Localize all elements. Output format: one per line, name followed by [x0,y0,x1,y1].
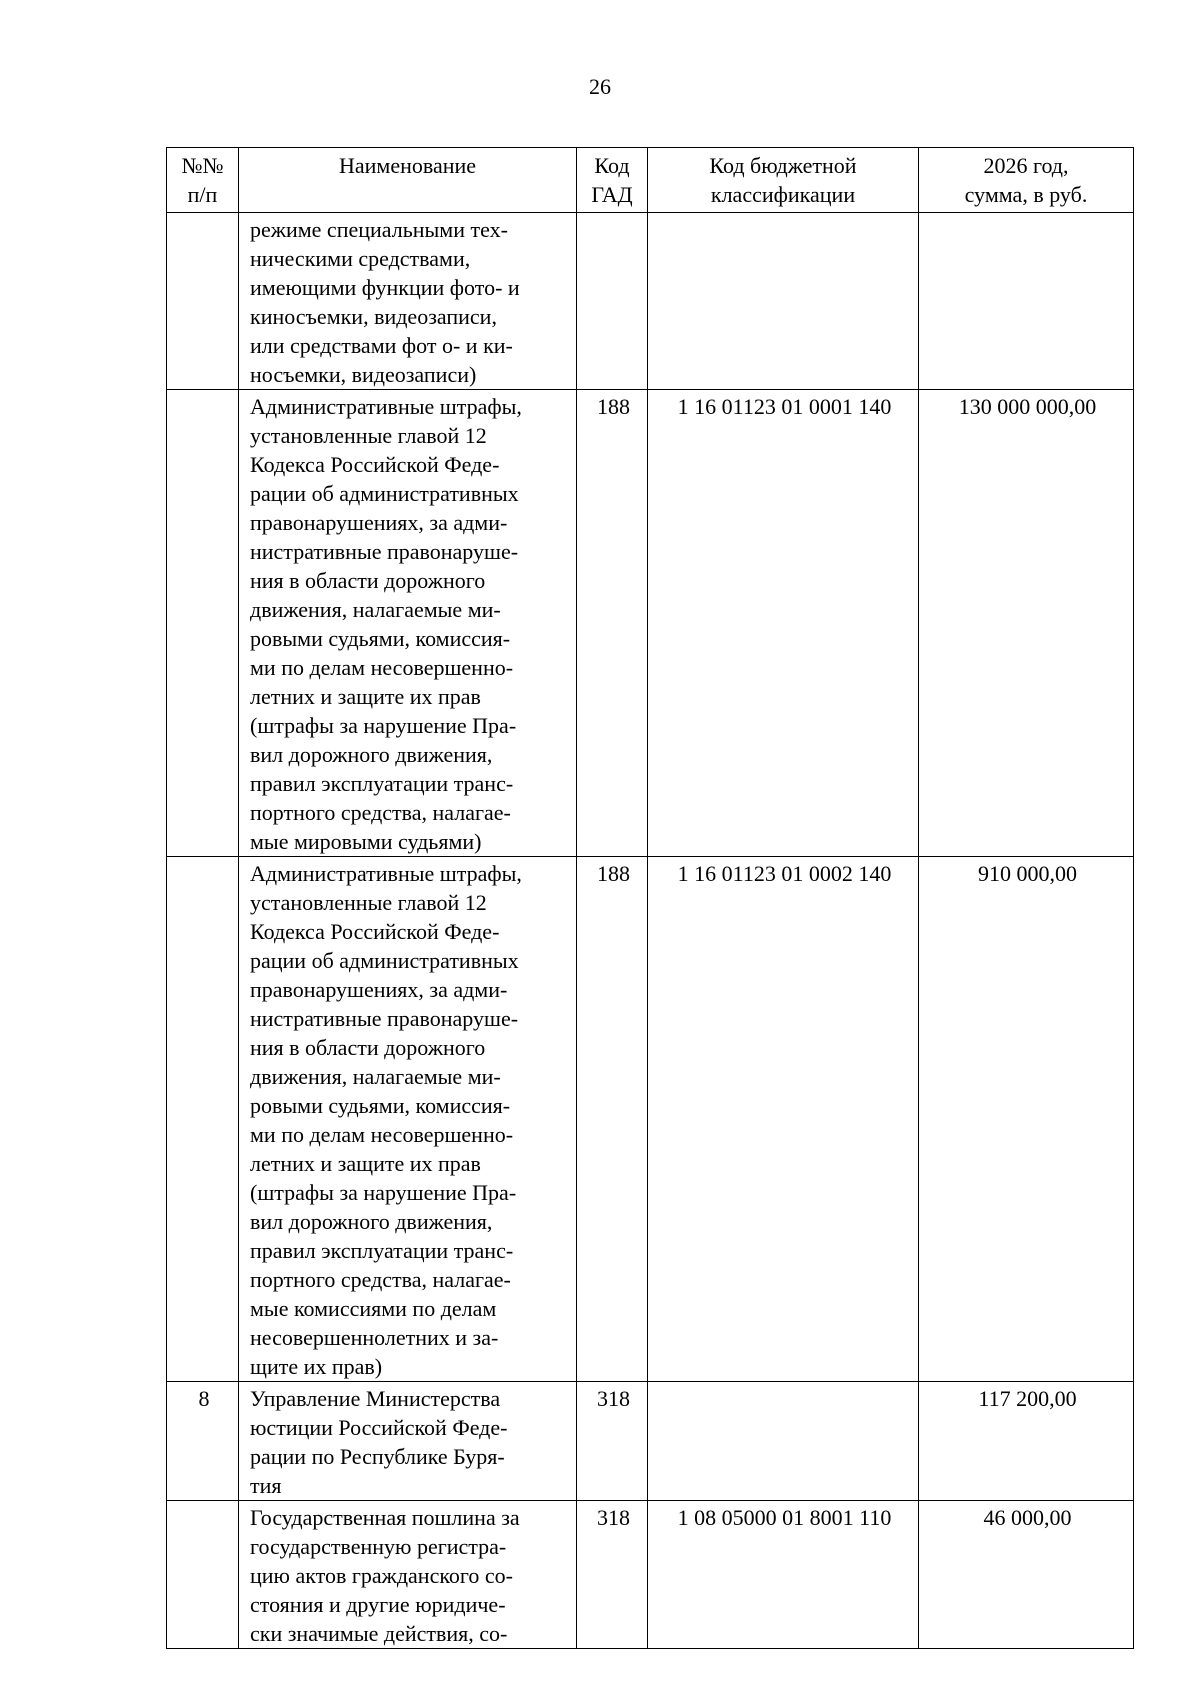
header-sum-line1: 2026 год, [983,153,1069,178]
header-kbk-line1: Код бюджетной [709,153,857,178]
header-number-line2: п/п [187,182,218,207]
header-number [167,148,239,213]
header-amount [919,148,1134,213]
row-name-cell: Государственная пошлина за государственную регистра- цию актов гражданского со- стояния и другие юридиче- ски значимые действия, со- [239,1501,577,1649]
header-kbk-line2: классификации [710,182,856,207]
header-name-label: Наименование [338,153,477,178]
row-gad-cell [577,213,648,390]
row-name-cell: Административные штрафы, установленные главой 12 Кодекса Российской Феде- рации об административных правонарушениях, за адми- нистративные правонаруше- ния в области дорожного движения, налагаемые ми- ровыми судьями, комиссия- ми по делам несовершенно- летних и защите их прав (штрафы за нарушение Пра- вил дорожного движения, правил эксплуатации транс- портного средства, налагае- мые комиссиями по делам несовершеннолетних и за- щите их прав) [239,857,577,1382]
header-name [239,148,577,213]
row-number-cell: 8 [167,1382,239,1501]
table-header-row [167,148,1134,213]
row-budget-code-cell: 1 08 05000 01 8001 110 [648,1501,919,1649]
row-number-cell [167,1501,239,1649]
row-budget-code-cell: 1 16 01123 01 0001 140 [648,390,919,857]
table-row [167,1382,1134,1501]
header-gad-code [577,148,648,213]
header-gad-line2: ГАД [591,182,633,207]
table-row [167,1501,1134,1649]
row-amount-cell: 117 200,00 [919,1382,1134,1501]
row-amount-cell: 910 000,00 [919,857,1134,1382]
table-row [167,857,1134,1382]
header-number-line1: №№ [181,153,224,178]
table-row [167,390,1134,857]
row-number-cell [167,213,239,390]
row-gad-cell: 318 [577,1382,648,1501]
row-number-cell [167,390,239,857]
row-budget-code-cell [648,213,919,390]
row-gad-cell: 188 [577,390,648,857]
header-budget-code [648,148,919,213]
row-amount-cell: 130 000 000,00 [919,390,1134,857]
row-amount-cell: 46 000,00 [919,1501,1134,1649]
row-gad-cell: 188 [577,857,648,1382]
budget-revenue-table [166,147,1134,1649]
row-budget-code-cell [648,1382,919,1501]
table-row [167,213,1134,390]
row-budget-code-cell: 1 16 01123 01 0002 140 [648,857,919,1382]
row-gad-cell: 318 [577,1501,648,1649]
page-number: 26 [589,74,611,99]
row-name-cell: режиме специальными тех- ническими средствами, имеющими функции фото- и киносъемки, видеозаписи, или средствами фот о- и ки- носъемки, видеозаписи) [239,213,577,390]
row-name-cell: Управление Министерства юстиции Российской Феде- рации по Республике Буря- тия [239,1382,577,1501]
row-number-cell [167,857,239,1382]
row-name-cell: Административные штрафы, установленные главой 12 Кодекса Российской Феде- рации об административных правонарушениях, за адми- нистративные правонаруше- ния в области дорожного движения, налагаемые ми- ровыми судьями, комиссия- ми по делам несовершенно- летних и защите их прав (штрафы за нарушение Пра- вил дорожного движения, правил эксплуатации транс- портного средства, налагае- мые мировыми судьями) [239,390,577,857]
header-gad-line1: Код [594,153,630,178]
row-amount-cell [919,213,1134,390]
header-sum-line2: сумма, в руб. [964,182,1088,207]
